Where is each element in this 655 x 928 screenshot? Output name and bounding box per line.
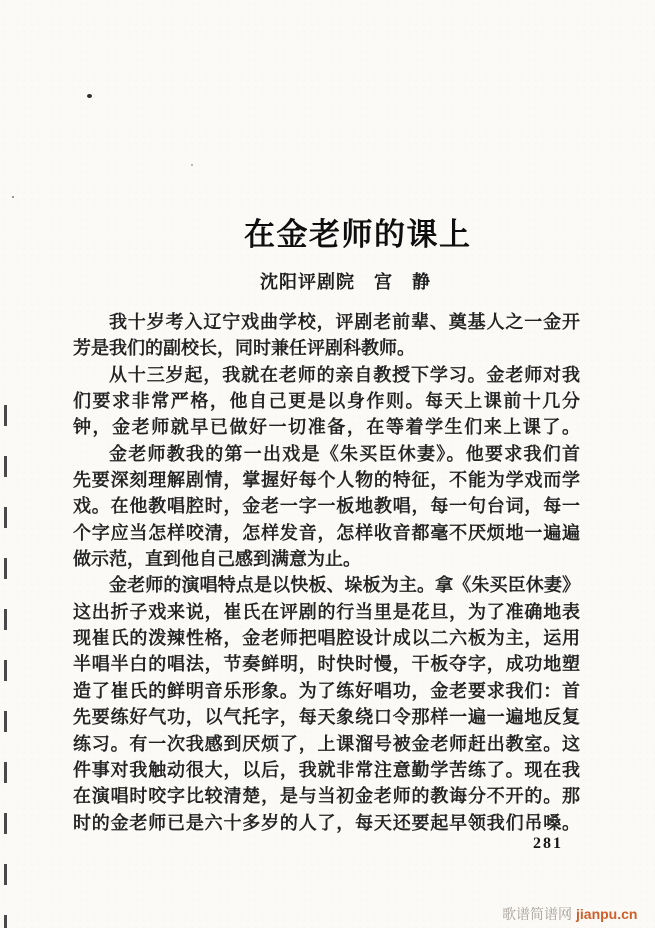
body-text-line: 练习。有一次我感到厌烦了，上课溜号被金老师赶出教室。这 [73,733,580,754]
body-text-line: 从十三岁起，我就在老师的亲自教授下学习。金老师对我 [109,364,580,385]
body-text-line: 先要深刻理解剧情，掌握好每个人物的特征，不能为学戏而学 [73,470,580,491]
body-text-line: 时的金老师已是六十多岁的人了，每天还要起早领我们吊嗓。 [73,812,580,833]
body-text-line: 金老师的演唱特点是以快板、垛板为主。拿《朱买臣休妻》 [109,575,580,596]
body-text-line: 个字应当怎样咬清，怎样发音，怎样收音都毫不厌烦地一遍遍 [73,522,580,543]
body-text-line: 先要练好气功，以气托字，每天象绕口令那样一遍一遍地反复 [73,707,580,728]
body-text-line: 芳是我们的副校长，同时兼任评剧科教师。 [73,338,415,359]
watermark-site-name: 歌谱简谱网 [502,906,572,922]
body-text-line: 金老师教我的第一出戏是《朱买臣休妻》。他要求我们首 [109,443,580,464]
body-text-line: 件事对我触动很大，以后，我就非常注意勤学苦练了。现在我 [73,759,580,780]
article-body [73,309,580,836]
binding-edge-marks [4,405,7,928]
scan-speck [191,164,193,166]
body-text-line: 造了崔氏的鲜明音乐形象。为了练好唱功，金老要求我们：首 [73,680,580,701]
watermark-site-url: jianpu.cn [576,906,638,922]
body-text-line: 们要求非常严格，他自己更是以身作则。每天上课前十几分 [73,391,580,412]
page-number: 281 [533,835,563,852]
article-title: 在金老师的课上 [244,217,472,252]
body-text-line: 现崔氏的泼辣性格，金老师把唱腔设计成以二六板为主，运用 [73,628,580,649]
body-text-line: 我十岁考入辽宁戏曲学校，评剧老前辈、奠基人之一金开 [109,312,580,332]
scan-speck [12,196,14,198]
body-text-line: 钟，金老师就早已做好一切准备，在等着学生们来上课了。 [73,417,580,438]
body-text-line: 做示范，直到他自己感到满意为止。 [73,549,361,570]
body-text-line: 这出折子戏来说，崔氏在评剧的行当里是花旦，为了准确地表 [73,601,580,622]
body-text-line: 半唱半白的唱法，节奏鲜明，时快时慢，干板夺字，成功地塑 [73,654,580,675]
body-text-line: 在演唱时咬字比较清楚，是与当初金老师的教诲分不开的。那 [73,786,580,807]
body-text-line: 戏。在他教唱腔时，金老一字一板地教唱，每一句台词，每一 [73,496,580,517]
article-byline: 沈阳评剧院 宫 静 [260,272,431,292]
watermark [502,904,637,924]
scan-speck [87,94,92,98]
